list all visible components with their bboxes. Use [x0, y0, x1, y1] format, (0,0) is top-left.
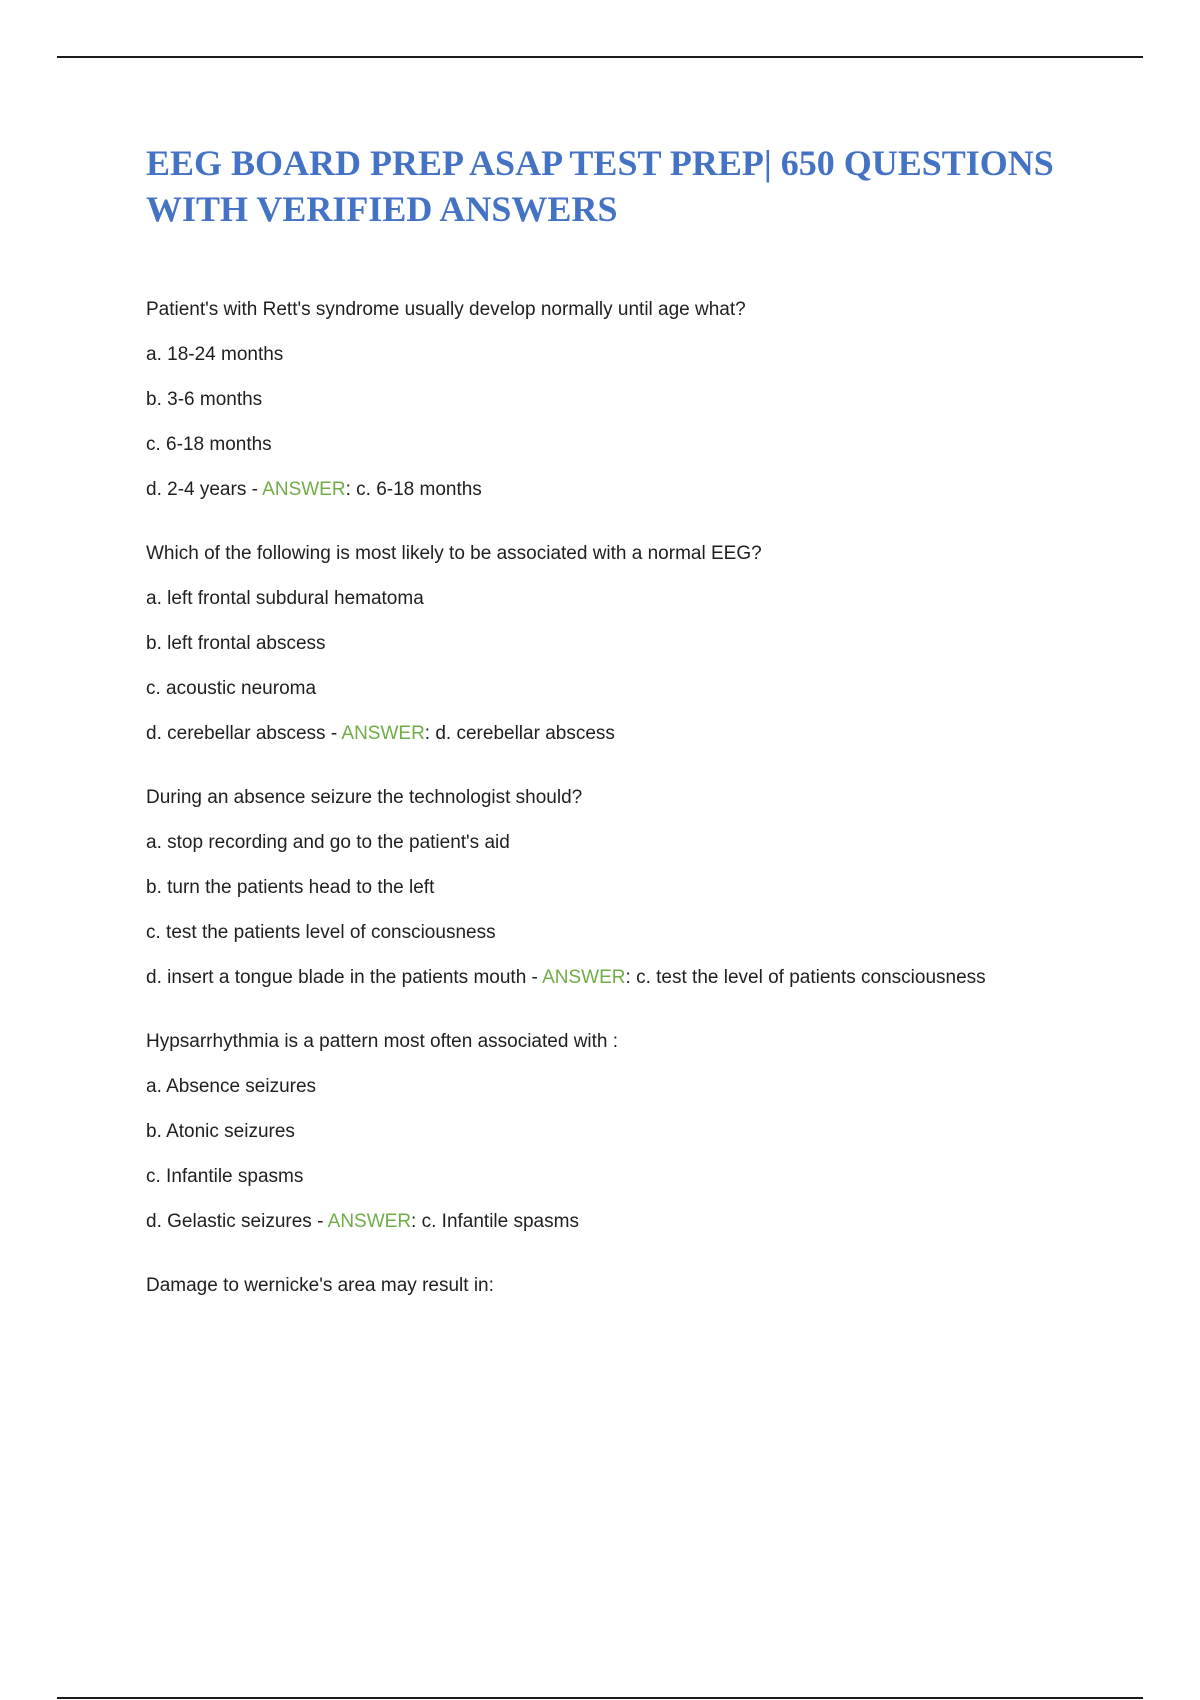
bottom-rule: [57, 1697, 1143, 1699]
answer-text: : d. cerebellar abscess: [424, 723, 615, 744]
top-rule: [57, 56, 1143, 58]
answer-label: ANSWER: [542, 967, 626, 988]
option-c: c. 6-18 months: [146, 434, 272, 455]
option-a: a. 18-24 months: [146, 344, 284, 365]
question-text: During an absence seizure the technologist should?: [146, 787, 583, 808]
option-b: b. turn the patients head to the left: [146, 877, 435, 898]
answer-text: : c. test the level of patients consciousness: [625, 967, 986, 988]
option-c: c. acoustic neuroma: [146, 678, 317, 699]
document-title: [146, 140, 1106, 232]
answer-label: ANSWER: [262, 479, 346, 500]
answer-text: : c. 6-18 months: [345, 479, 482, 500]
question-1: [146, 298, 1106, 502]
option-d-with-answer: d. cerebellar abscess - ANSWER: d. cerebellar abscess: [146, 723, 615, 744]
question-text: Hypsarrhythmia is a pattern most often associated with :: [146, 1031, 619, 1052]
option-d-with-answer: d. Gelastic seizures - ANSWER: c. Infantile spasms: [146, 1211, 579, 1232]
option-d-with-answer: d. insert a tongue blade in the patients mouth - ANSWER: c. test the level of patients consciousness: [146, 967, 986, 988]
option-b: b. Atonic seizures: [146, 1121, 295, 1142]
question-2: [146, 542, 1106, 746]
option-a: a. left frontal subdural hematoma: [146, 588, 424, 609]
option-d: d. insert a tongue blade in the patients mouth: [146, 967, 527, 988]
question-3: [146, 786, 1106, 990]
option-d: d. 2-4 years: [146, 479, 247, 500]
option-a: a. stop recording and go to the patient's aid: [146, 832, 510, 853]
option-d: d. cerebellar abscess: [146, 723, 326, 744]
question-text: Damage to wernicke's area may result in:: [146, 1275, 494, 1296]
option-d: d. Gelastic seizures: [146, 1211, 312, 1232]
page-content: [146, 140, 1106, 1338]
question-list: [146, 298, 1106, 1298]
question-5: [146, 1274, 1106, 1298]
answer-text: : c. Infantile spasms: [411, 1211, 579, 1232]
option-a: a. Absence seizures: [146, 1076, 317, 1097]
title-line-2: WITH VERIFIED ANSWERS: [146, 189, 618, 229]
option-c: c. Infantile spasms: [146, 1166, 304, 1187]
question-text: Which of the following is most likely to be associated with a normal EEG?: [146, 543, 762, 564]
option-b: b. left frontal abscess: [146, 633, 326, 654]
question-text: Patient's with Rett's syndrome usually develop normally until age what?: [146, 299, 746, 320]
answer-label: ANSWER: [341, 723, 425, 744]
option-d-with-answer: d. 2-4 years - ANSWER: c. 6-18 months: [146, 479, 482, 500]
question-4: [146, 1030, 1106, 1234]
title-line-1: EEG BOARD PREP ASAP TEST PREP| 650 QUESTIONS: [146, 143, 1054, 183]
answer-label: ANSWER: [327, 1211, 412, 1232]
option-b: b. 3-6 months: [146, 389, 263, 410]
option-c: c. test the patients level of consciousness: [146, 922, 496, 943]
